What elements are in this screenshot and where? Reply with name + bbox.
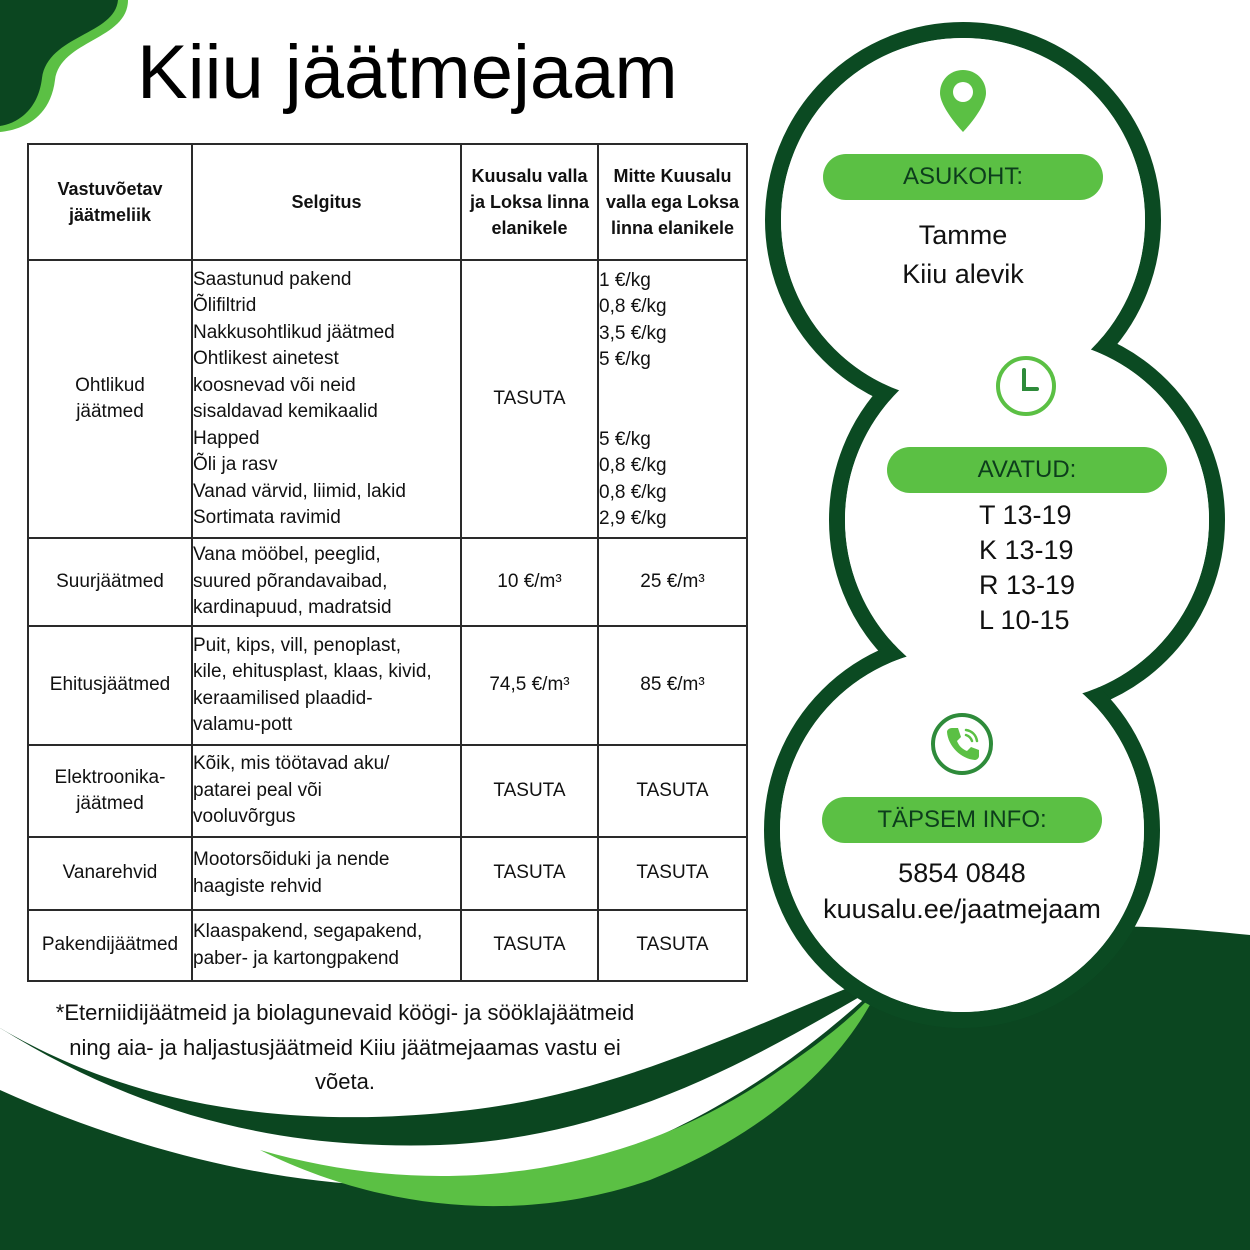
price-line: 1 €/kg	[599, 269, 651, 291]
table-row	[28, 260, 747, 538]
description-line: suured põrandavaibad,	[193, 570, 388, 592]
description-line: Happed	[193, 427, 260, 449]
description-line: kardinapuud, madratsid	[193, 597, 392, 619]
description-line: patarei peal või	[193, 779, 322, 801]
waste-type-label: Vanarehvid	[62, 862, 158, 884]
local-price-cell: TASUTA	[461, 745, 598, 837]
local-price-cell: TASUTA	[461, 260, 598, 538]
description-line: Kõik, mis töötavad aku/	[193, 753, 390, 775]
hours-line: R 13-19	[979, 570, 1076, 600]
description-line: koosnevad või neid	[193, 374, 356, 396]
table-row	[28, 745, 747, 837]
table-header-row	[28, 144, 747, 260]
waste-type-label: Ehitusjäätmed	[49, 674, 171, 696]
price-line: 0,8 €/kg	[599, 296, 667, 317]
description-line: Saastunud pakend	[193, 268, 352, 290]
price-line: 2,9 €/kg	[599, 508, 667, 529]
price-line: 0,8 €/kg	[599, 455, 667, 476]
location-label: ASUKOHT:	[823, 154, 1103, 200]
description-cell	[192, 837, 461, 910]
description-line: kile, ehitusplast, klaas, kivid,	[193, 661, 432, 682]
location-line: Tamme	[918, 220, 1008, 250]
waste-type-cell	[28, 626, 192, 745]
waste-type-cell	[28, 260, 192, 538]
description-line: keraamilised plaadid-	[193, 687, 373, 709]
phone-icon	[930, 712, 994, 776]
description-line: Ohtlikest ainetest	[193, 348, 339, 369]
waste-type-label: Elektroonika-	[54, 766, 166, 788]
location-panel	[823, 154, 1103, 294]
hours-line: K 13-19	[979, 535, 1074, 565]
waste-type-cell	[28, 538, 192, 626]
other-price-cell: 85 €/m³	[598, 626, 747, 745]
other-price-cell: TASUTA	[598, 837, 747, 910]
local-price-cell: TASUTA	[461, 910, 598, 981]
price-gap	[599, 374, 746, 427]
table-row	[28, 538, 747, 626]
price-line: 5 €/kg	[599, 349, 651, 370]
description-line: Mootorsõiduki ja nende	[193, 849, 390, 870]
waste-type-label: jäätmed	[76, 793, 144, 814]
description-line: haagiste rehvid	[193, 875, 322, 897]
description-cell	[192, 910, 461, 981]
waste-type-cell	[28, 910, 192, 981]
description-line: valamu-pott	[193, 714, 293, 735]
waste-type-cell	[28, 837, 192, 910]
header-other-price: Mitte Kuusalu valla ega Loksa linna elanikele	[598, 144, 747, 260]
waste-type-label: Pakendijäätmed	[41, 934, 179, 956]
waste-type-label: Suurjäätmed	[56, 570, 164, 592]
local-price-cell: 10 €/m³	[461, 538, 598, 626]
description-cell	[192, 538, 461, 626]
contact-panel	[810, 797, 1114, 927]
description-line: paber- ja kartongpakend	[193, 947, 399, 969]
page-title: Kiiu jäätmejaam	[137, 30, 678, 115]
contact-website: kuusalu.ee/jaatmejaam	[823, 894, 1101, 924]
header-description: Selgitus	[192, 144, 461, 260]
local-price-cell: TASUTA	[461, 837, 598, 910]
hours-label: AVATUD:	[887, 447, 1167, 493]
description-line: Vana mööbel, peeglid,	[193, 544, 381, 566]
price-line: 3,5 €/kg	[599, 322, 667, 344]
header-waste-type: Vastuvõetav jäätmeliik	[28, 144, 192, 260]
other-price-cell: TASUTA	[598, 910, 747, 981]
waste-price-table	[27, 143, 748, 982]
contact-label: TÄPSEM INFO:	[822, 797, 1102, 843]
other-price-cell	[598, 260, 747, 538]
price-line: 5 €/kg	[599, 428, 651, 450]
table-row	[28, 910, 747, 981]
waste-type-cell	[28, 745, 192, 837]
contact-phone: 5854 0848	[898, 858, 1026, 888]
description-line: Õli ja rasv	[193, 454, 278, 475]
footnote: *Eterniidijäätmeid ja biolagunevaid köögi- ja sööklajäätmeid ning aia- ja haljastusjäätmeid Kiiu jäätmejaamas vastu ei võeta.	[55, 1000, 635, 1094]
header-local-price: Kuusalu valla ja Loksa linna elanikele	[461, 144, 598, 260]
description-line: Klaaspakend, segapakend,	[193, 921, 423, 942]
clock-icon	[995, 355, 1057, 417]
waste-type-label: Ohtlikud jäätmed	[75, 374, 145, 422]
local-price-cell: 74,5 €/m³	[461, 626, 598, 745]
other-price-cell: 25 €/m³	[598, 538, 747, 626]
description-line: Vanad värvid, liimid, lakid	[193, 480, 406, 502]
description-cell	[192, 260, 461, 538]
price-line: 0,8 €/kg	[599, 481, 667, 503]
other-price-cell: TASUTA	[598, 745, 747, 837]
hours-panel	[887, 447, 1167, 638]
description-line: Nakkusohtlikud jäätmed	[193, 321, 395, 343]
hours-line: L 10-15	[979, 605, 1070, 635]
description-line: Õlifiltrid	[193, 295, 257, 316]
description-line: Puit, kips, vill, penoplast,	[193, 634, 402, 656]
table-row	[28, 626, 747, 745]
description-cell	[192, 745, 461, 837]
description-cell	[192, 626, 461, 745]
table-row	[28, 837, 747, 910]
description-line: Sortimata ravimid	[193, 507, 341, 528]
location-pin-icon	[940, 70, 986, 132]
location-line: Kiiu alevik	[902, 259, 1024, 289]
hours-line: T 13-19	[979, 500, 1072, 530]
description-line: sisaldavad kemikaalid	[193, 401, 378, 422]
description-line: vooluvõrgus	[193, 806, 296, 828]
